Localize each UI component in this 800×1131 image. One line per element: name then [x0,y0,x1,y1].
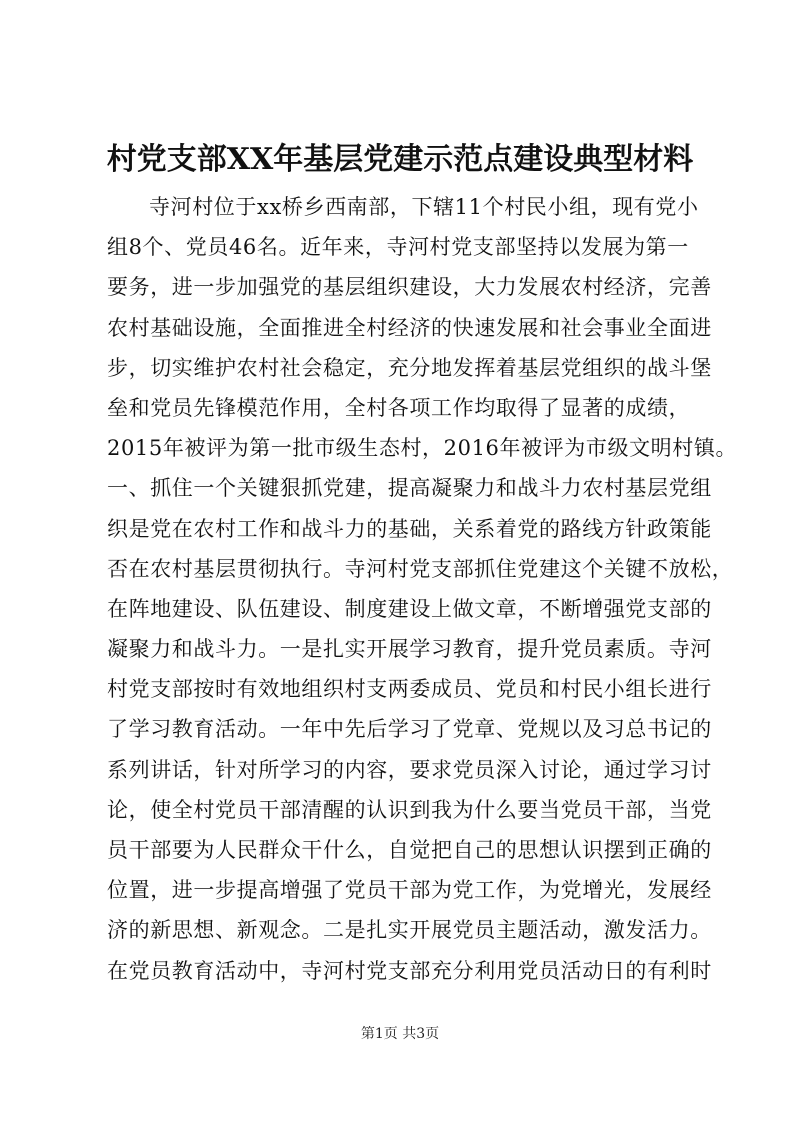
body-line: 一、抓住一个关键狠抓党建，提高凝聚力和战斗力农村基层党组 [107,476,712,501]
body-line: 织是党在农村工作和战斗力的基础，关系着党的路线方针政策能 [107,516,712,541]
document-title: 村党支部XX年基层党建示范点建设典型材料 [106,142,694,177]
body-line: 了学习教育活动。一年中先后学习了党章、党规以及习总书记的 [107,717,712,742]
body-line: 村党支部按时有效地组织村支两委成员、党员和村民小组长进行 [107,677,712,702]
body-line: 垒和党员先锋模范作用，全村各项工作均取得了显著的成绩， [107,395,691,420]
body-line: 步，切实维护农村社会稳定，充分地发挥着基层党组织的战斗堡 [107,355,712,380]
body-line: 在党员教育活动中，寺河村党支部充分利用党员活动日的有利时 [107,958,712,983]
body-line: 2015年被评为第一批市级生态村，2016年被评为市级文明村镇。 [107,436,738,461]
body-line: 组8个、党员46名。近年来，寺河村党支部坚持以发展为第一 [107,235,689,260]
body-line: 济的新思想、新观念。二是扎实开展党员主题活动，激发活力。 [107,918,712,943]
body-line: 论，使全村党员干部清醒的认识到我为什么要当党员干部，当党 [107,797,712,822]
document-body [107,187,738,991]
body-line: 在阵地建设、队伍建设、制度建设上做文章，不断增强党支部的 [107,596,712,621]
body-line: 要务，进一步加强党的基层组织建设，大力发展农村经济，完善 [107,275,712,300]
body-line: 否在农村基层贯彻执行。寺河村党支部抓住党建这个关键不放松， [107,556,734,581]
body-line: 农村基础设施，全面推进全村经济的快速发展和社会事业全面进 [107,315,712,340]
body-line: 寺河村位于xx桥乡西南部，下辖11个村民小组，现有党小 [149,195,699,219]
body-line: 位置，进一步提高增强了党员干部为党工作，为党增光，发展经 [107,878,712,903]
page-footer: 第1页 共3页 [360,1026,440,1042]
body-line: 凝聚力和战斗力。一是扎实开展学习教育，提升党员素质。寺河 [107,637,712,662]
body-line: 系列讲话，针对所学习的内容，要求党员深入讨论，通过学习讨 [107,757,712,782]
body-line: 员干部要为人民群众干什么，自觉把自己的思想认识摆到正确的 [107,838,712,862]
